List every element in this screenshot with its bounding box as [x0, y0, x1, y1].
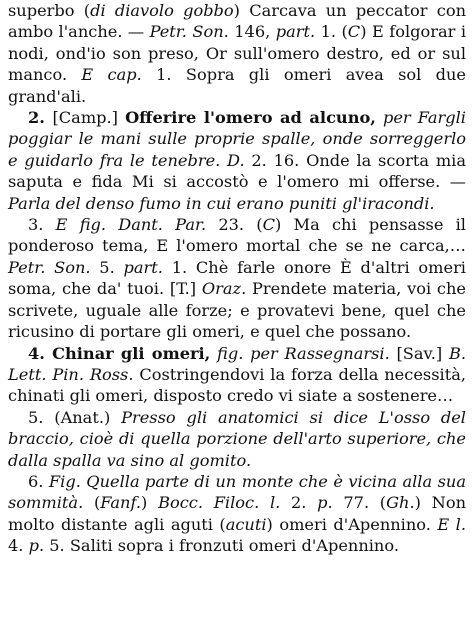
text-run: ) omeri d'Apennino.	[266, 514, 438, 534]
text-run: 1. Sopra gli omeri avea sol due grand'ali.	[8, 65, 467, 106]
text-run: 3.	[28, 215, 56, 235]
text-run: (Anat.)	[54, 407, 122, 427]
text-run: Fig. Quella parte di un monte che è vicina alla sua sommità.	[8, 471, 466, 513]
text-run: [Sav.]	[389, 343, 449, 363]
text-run: 6.	[28, 471, 49, 491]
text-run: 2.	[28, 108, 53, 128]
text-run: Petr. Son.	[8, 257, 91, 277]
text-run: fig. per Rassegnarsi.	[217, 343, 390, 363]
text-run: per Fargli poggiar le mani sulle proprie spalle, onde sorreggerlo e guidarlo fra le tenebre. D.	[8, 108, 466, 170]
entry-sense-5	[8, 407, 466, 471]
text-run: E fig. Dant. Par.	[55, 215, 207, 235]
text-run: B. Lett. Pin. Ross.	[8, 343, 466, 384]
text-run: ) Carcava un peccator con ambo l'anche. —	[8, 1, 466, 42]
text-run: )	[141, 493, 159, 513]
text-run: acuti	[225, 514, 267, 534]
text-run: Bocc. Filoc. l.	[158, 493, 281, 513]
dictionary-page	[8, 0, 466, 557]
entry-sense-3	[8, 214, 466, 342]
text-run: 146,	[228, 22, 276, 42]
text-run: E cap.	[81, 65, 142, 85]
text-run: E l.	[437, 514, 466, 534]
text-run: 4. Chinar gli omeri,	[28, 343, 211, 363]
text-run: 1. Chè farle onore È d'altri omeri soma, che da' tuoi. [T.]	[8, 257, 466, 299]
text-run: 5.	[28, 407, 55, 427]
text-run: Fanf.	[100, 493, 142, 513]
text-run: ) E folgorar i nodi, ond'io son preso, Or sull'omero destro, ed or sul manco.	[8, 22, 466, 85]
text-run: ) Ma chi pensasse il ponderoso tema, E l'omero mortal che se ne carca,…	[8, 215, 466, 256]
text-run	[376, 108, 383, 127]
entry-sense-2	[8, 107, 466, 214]
text-run: Presso gli anatomici si dice L'osso del braccio, cioè di quella porzione dell'arto superiore, che dalla spalla va sino al gomito.	[8, 407, 466, 470]
text-run: part.	[123, 257, 163, 277]
text-run: 1. (	[315, 22, 348, 42]
entry-continuation	[8, 0, 466, 107]
text-run: Costringendovi la forza della necessità, chinati gli omeri, disposto credo vi siate a sostenere…	[8, 364, 466, 406]
text-run: 23. (	[206, 215, 263, 235]
text-run: p.	[28, 536, 45, 556]
text-run: 5.	[90, 257, 124, 277]
text-run: Petr. Son.	[149, 22, 229, 42]
text-run: C	[262, 215, 275, 235]
text-run: 2.	[280, 493, 318, 513]
text-run: Gh.	[386, 493, 415, 513]
text-run: 2. 16. Onde la scorta mia saputa e fida Mi si accostò e l'omero mi offerse. —	[8, 150, 467, 192]
text-run: 4.	[8, 536, 29, 556]
text-run: (	[83, 493, 101, 513]
text-run: 77. (	[332, 493, 387, 513]
text-run: C	[347, 22, 361, 42]
text-run: Parla del denso fumo in cui erano puniti gl'iracondi.	[8, 193, 435, 213]
text-run: ) Non molto distante agli aguti (	[8, 493, 466, 534]
text-run: p.	[317, 493, 333, 513]
text-run: superbo (	[8, 1, 91, 20]
text-run: part.	[275, 22, 316, 42]
text-run: 5. Saliti sopra i fronzuti omeri d'Apennino.	[44, 536, 399, 556]
text-run: di diavolo gobbo	[90, 1, 234, 20]
text-run: Prendete materia, voi che scrivete, uguale alle forze; e provatevi bene, quel che ricusino di portare gli omeri, e quel che possano.	[8, 279, 466, 342]
entry-sense-4	[8, 343, 466, 407]
entry-sense-6	[8, 471, 466, 557]
text-run: [Camp.]	[52, 108, 126, 128]
text-run: Oraz.	[201, 279, 247, 299]
text-run: Offerire l'omero ad alcuno,	[125, 108, 376, 128]
